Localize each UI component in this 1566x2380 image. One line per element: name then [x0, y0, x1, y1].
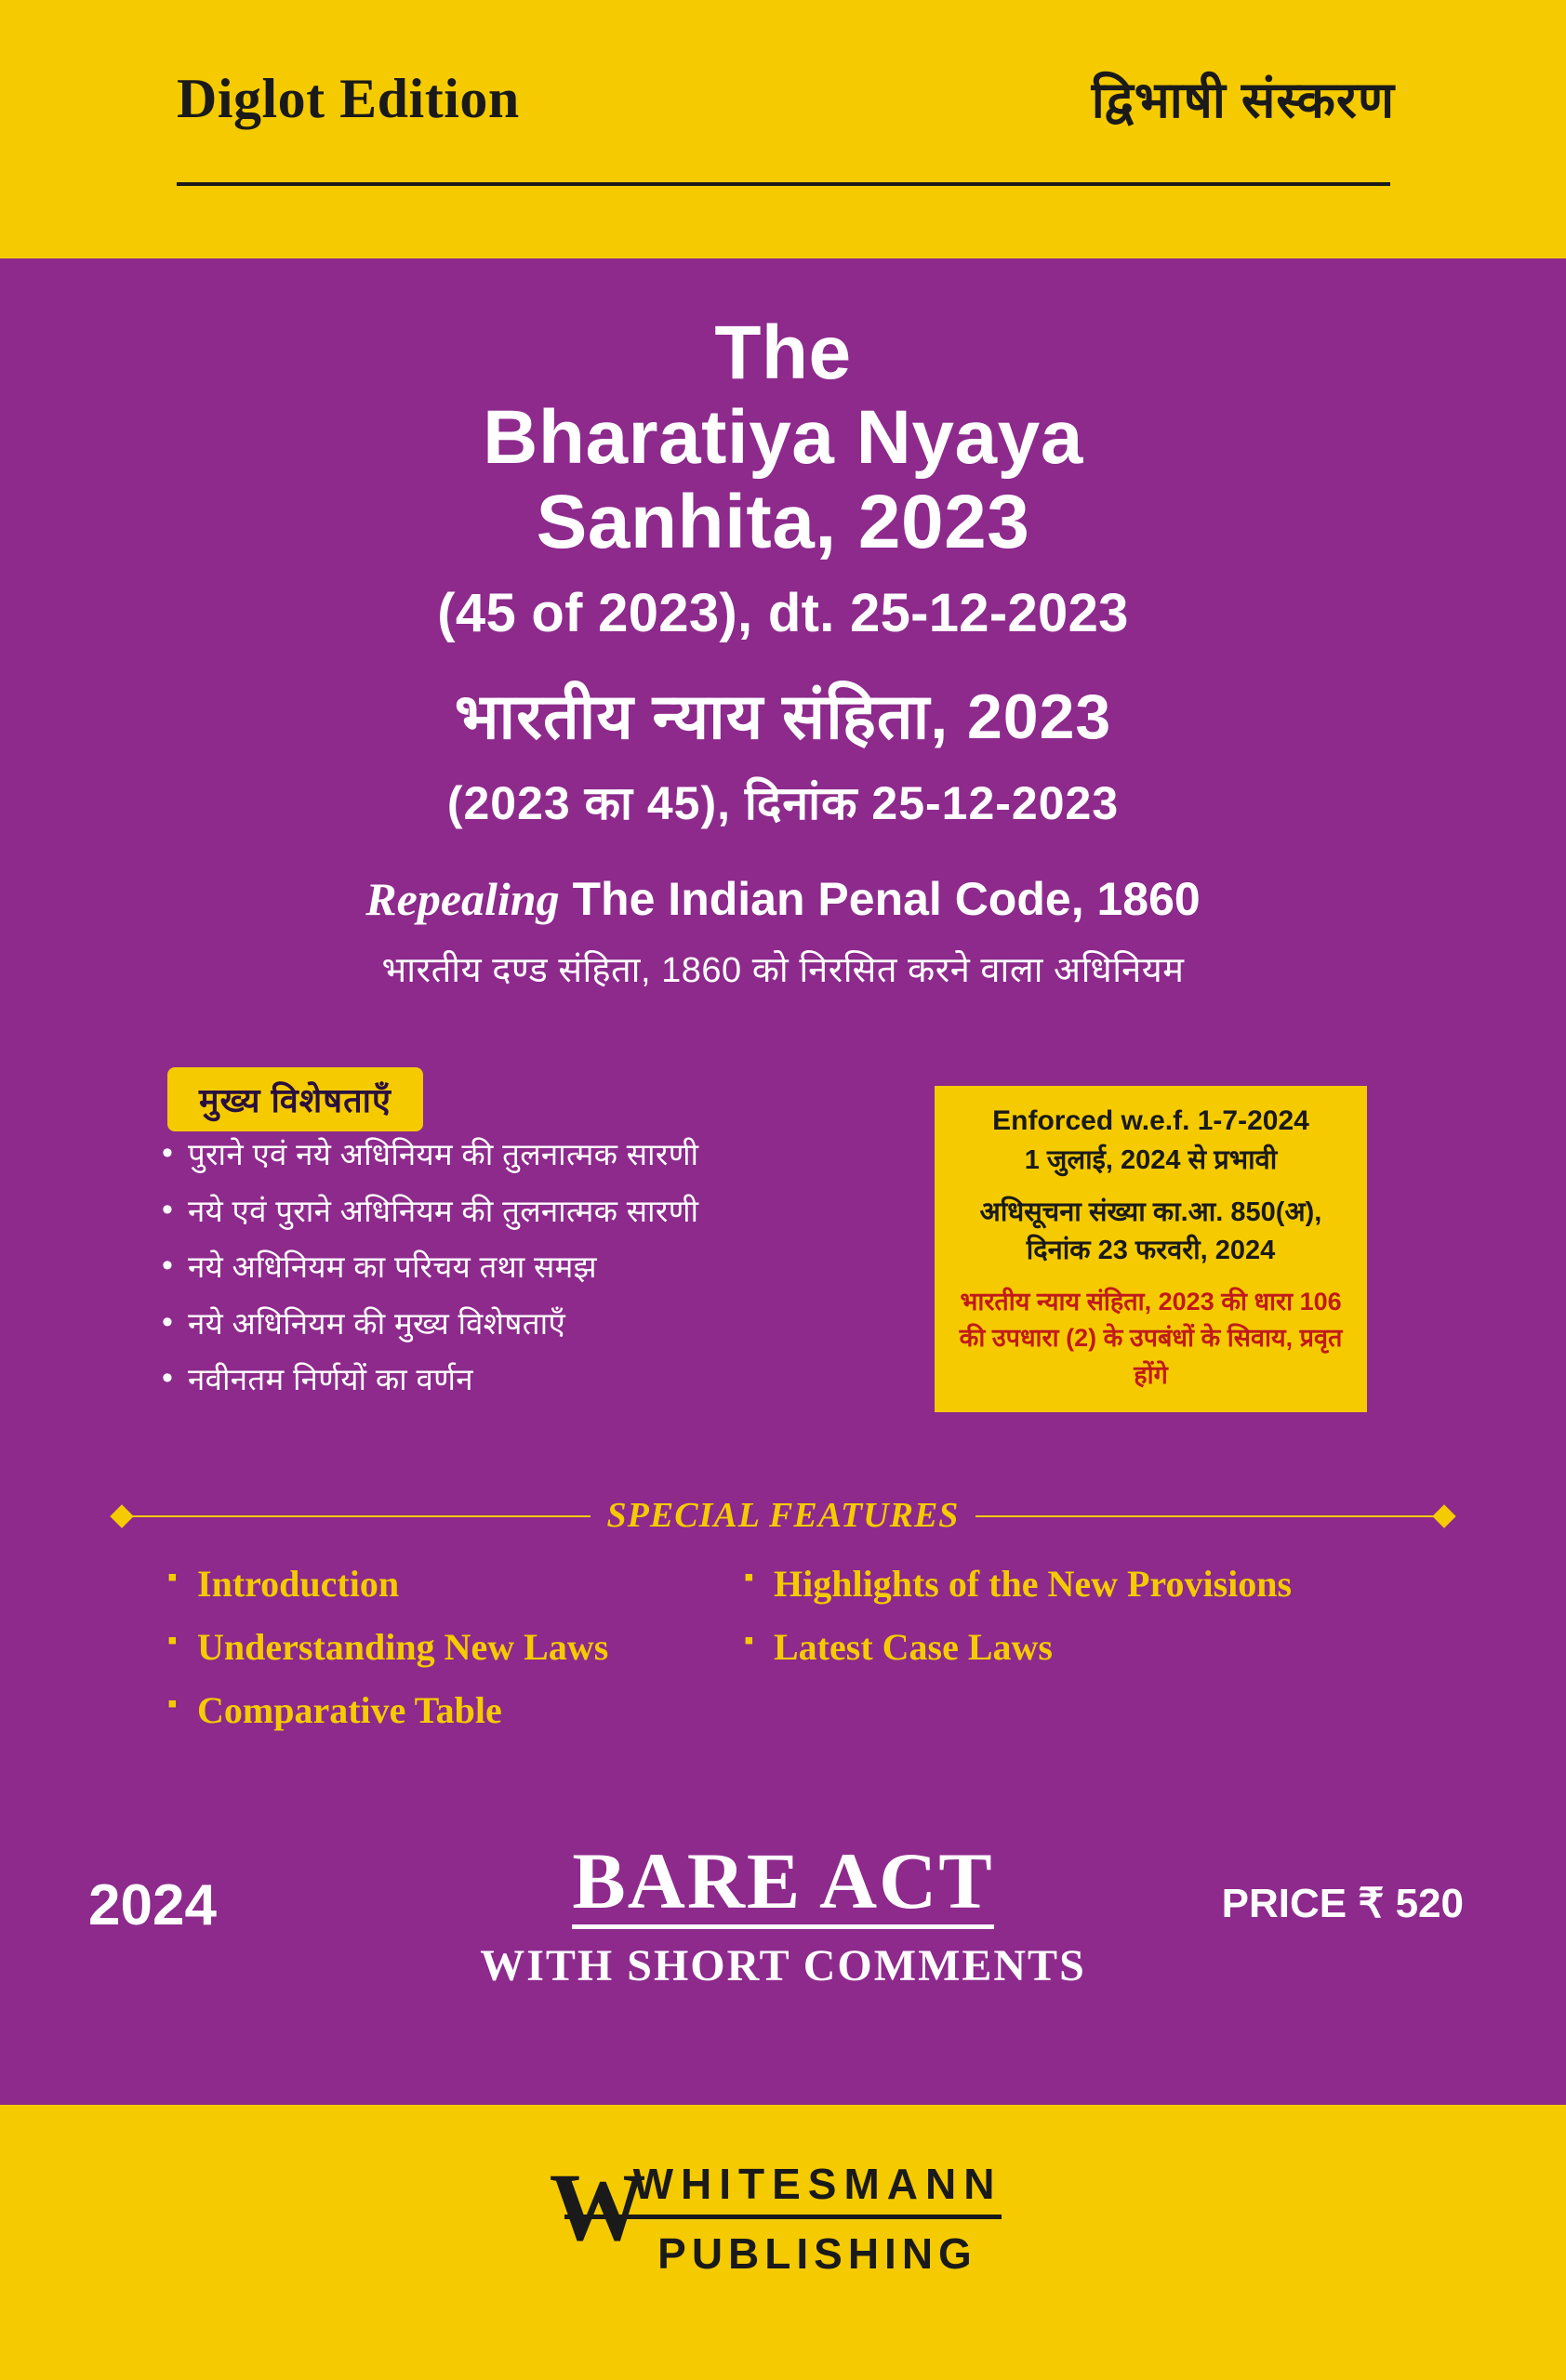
title-hindi-citation: (2023 का 45), दिनांक 25-12-2023	[446, 777, 1120, 830]
publisher-name: WHITESMANN	[632, 2160, 1002, 2208]
title-block	[0, 312, 1566, 993]
key-features-list	[154, 1134, 908, 1416]
list-item: • नये एवं पुराने अधिनियम की तुलनात्मक सारणी	[154, 1191, 908, 1233]
enforcement-line-hindi: 1 जुलाई, 2024 से प्रभावी	[1024, 1145, 1278, 1175]
special-features-left-column	[167, 1563, 744, 1755]
enforcement-notification: अधिसूचना संख्या का.आ. 850(अ), दिनांक 23 फरवरी, 2024	[979, 1197, 1322, 1265]
list-item: ▪ Introduction	[167, 1566, 744, 1603]
list-item: • नवीनतम निर्णयों का वर्णन	[154, 1359, 908, 1401]
edition-row	[177, 63, 1395, 132]
list-item: ▪ Latest Case Laws	[744, 1629, 1320, 1666]
list-item: ▪ Comparative Table	[167, 1692, 744, 1729]
repealing-line-hindi: भारतीय दण्ड संहिता, 1860 को निरसित करने वाला अधिनियम	[381, 951, 1185, 991]
diamond-icon	[110, 1504, 133, 1527]
footer-yellow-band	[0, 2105, 1566, 2380]
edition-label-english: Diglot Edition	[177, 68, 520, 129]
publisher-monogram-icon: W	[549, 2154, 646, 2261]
title-main-line1: Bharatiya Nyaya	[483, 394, 1083, 480]
bare-act-subtitle: WITH SHORT COMMENTS	[480, 1941, 1086, 1991]
repealing-line	[0, 872, 1566, 926]
publisher-subtitle: PUBLISHING	[657, 2229, 977, 2278]
special-features-columns	[0, 1563, 1566, 1755]
enforcement-exception-note: भारतीय न्याय संहिता, 2023 की धारा 106 की उपधारा (2) के उपबंधों के सिवाय, प्रवृत होंगे	[959, 1288, 1343, 1389]
cover-bottom-row	[0, 1836, 1566, 2025]
price-label: PRICE ₹ 520	[1221, 1881, 1464, 1926]
key-features-badge: मुख्य विशेषताएँ	[167, 1067, 423, 1131]
title-hindi-main: भारतीय न्याय संहिता, 2023	[454, 681, 1112, 753]
top-yellow-band	[0, 0, 1566, 258]
list-item: ▪ Highlights of the New Provisions	[744, 1566, 1320, 1603]
enforcement-notice-box	[935, 1086, 1367, 1412]
publisher-logo	[0, 2154, 1566, 2279]
main-purple-panel	[0, 258, 1566, 2105]
repealing-word: Repealing	[365, 873, 560, 926]
enforcement-line-english: Enforced w.e.f. 1-7-2024	[992, 1105, 1309, 1136]
top-divider-rule	[177, 182, 1390, 186]
list-item: • नये अधिनियम की मुख्य विशेषताएँ	[154, 1303, 908, 1345]
repealing-text: The Indian Penal Code, 1860	[572, 873, 1201, 926]
list-item: ▪ Understanding New Laws	[167, 1629, 744, 1666]
key-features-row	[0, 1067, 1566, 1458]
list-item: • पुराने एवं नये अधिनियम की तुलनात्मक सारणी	[154, 1134, 908, 1176]
bare-act-title: BARE ACT	[572, 1839, 993, 1929]
diamond-icon	[1432, 1504, 1455, 1527]
special-features-heading-row	[0, 1495, 1566, 1536]
edition-year: 2024	[88, 1873, 217, 1937]
edition-label-hindi: द्विभाषी संस्करण	[1091, 73, 1395, 128]
title-main-line2: Sanhita, 2023	[536, 480, 1030, 565]
special-features-title: SPECIAL FEATURES	[591, 1495, 976, 1536]
special-features-section	[0, 1495, 1566, 1755]
special-features-right-column	[744, 1563, 1320, 1755]
title-act-citation: (45 of 2023), dt. 25-12-2023	[437, 583, 1129, 644]
title-the: The	[714, 311, 852, 395]
list-item: • नये अधिनियम का परिचय तथा समझ	[154, 1247, 908, 1289]
